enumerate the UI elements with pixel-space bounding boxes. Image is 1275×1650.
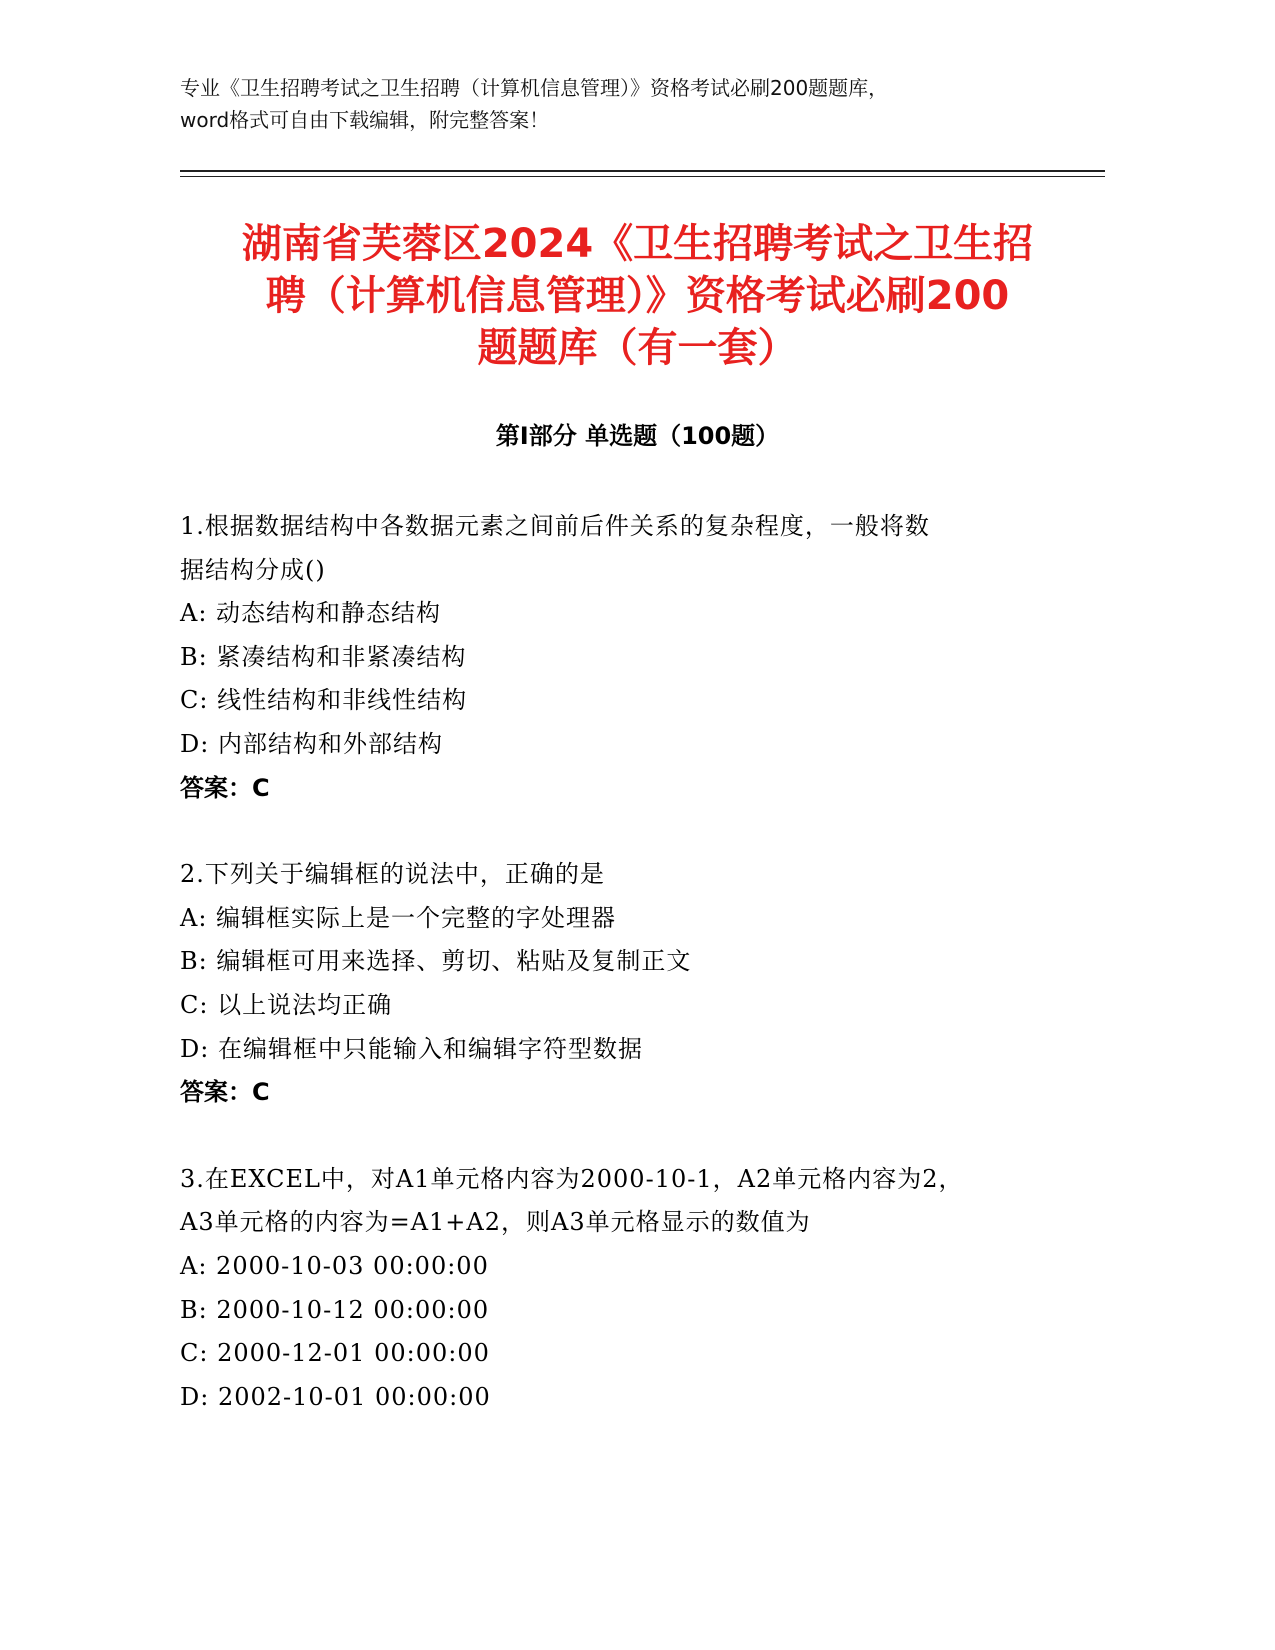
option-d: D: 2002-10-01 00:00:00: [180, 1382, 491, 1411]
option-b: B: 编辑框可用来选择、剪切、粘贴及复制正文: [180, 947, 692, 976]
option-a: A: 2000-10-03 00:00:00: [180, 1251, 489, 1280]
header-divider-thin: [180, 176, 1105, 177]
option-d: D: 内部结构和外部结构: [180, 729, 443, 758]
document-title-line1: 湖南省芙蓉区2024《卫生招聘考试之卫生招: [241, 221, 1034, 267]
document-title-line3: 题题库（有一套）: [477, 325, 798, 371]
question-stem: 2.下列关于编辑框的说法中，正确的是: [180, 860, 605, 889]
question-3: [180, 1158, 1080, 1420]
section-heading: 第Ⅰ部分 单选题（100题）: [495, 422, 780, 450]
document-title: [150, 218, 1125, 374]
option-c: C: 线性结构和非线性结构: [180, 686, 468, 715]
option-d: D: 在编辑框中只能输入和编辑字符型数据: [180, 1034, 643, 1063]
header-divider-thick: [180, 170, 1105, 172]
question-stem-continued: A3单元格的内容为=A1+A2，则A3单元格显示的数值为: [180, 1208, 811, 1237]
option-a: A: 动态结构和静态结构: [180, 599, 442, 628]
question-1: [180, 505, 1080, 810]
question-list: [180, 505, 1080, 1462]
question-stem: 1.根据数据结构中各数据元素之间前后件关系的复杂程度，一般将数: [180, 512, 930, 540]
header-note-line2: word格式可自由下载编辑，附完整答案！: [180, 108, 550, 132]
option-c: C: 2000-12-01 00:00:00: [180, 1339, 490, 1368]
answer: 答案：C: [180, 1078, 270, 1107]
option-c: C: 以上说法均正确: [180, 990, 393, 1019]
option-b: B: 2000-10-12 00:00:00: [180, 1295, 490, 1324]
question-2: [180, 853, 1080, 1115]
option-b: B: 紧凑结构和非紧凑结构: [180, 642, 467, 671]
document-title-line2: 聘（计算机信息管理）》资格考试必刷200: [265, 273, 1010, 319]
header-note-line1: 专业《卫生招聘考试之卫生招聘（计算机信息管理）》资格考试必刷200题题库，: [180, 76, 889, 100]
answer: 答案：C: [180, 773, 270, 802]
header-note: [180, 72, 1080, 136]
question-stem: 3.在EXCEL中，对A1单元格内容为2000-10-1，A2单元格内容为2，: [180, 1164, 964, 1193]
option-a: A: 编辑框实际上是一个完整的字处理器: [180, 903, 617, 932]
question-stem-continued: 据结构分成(): [180, 555, 326, 584]
